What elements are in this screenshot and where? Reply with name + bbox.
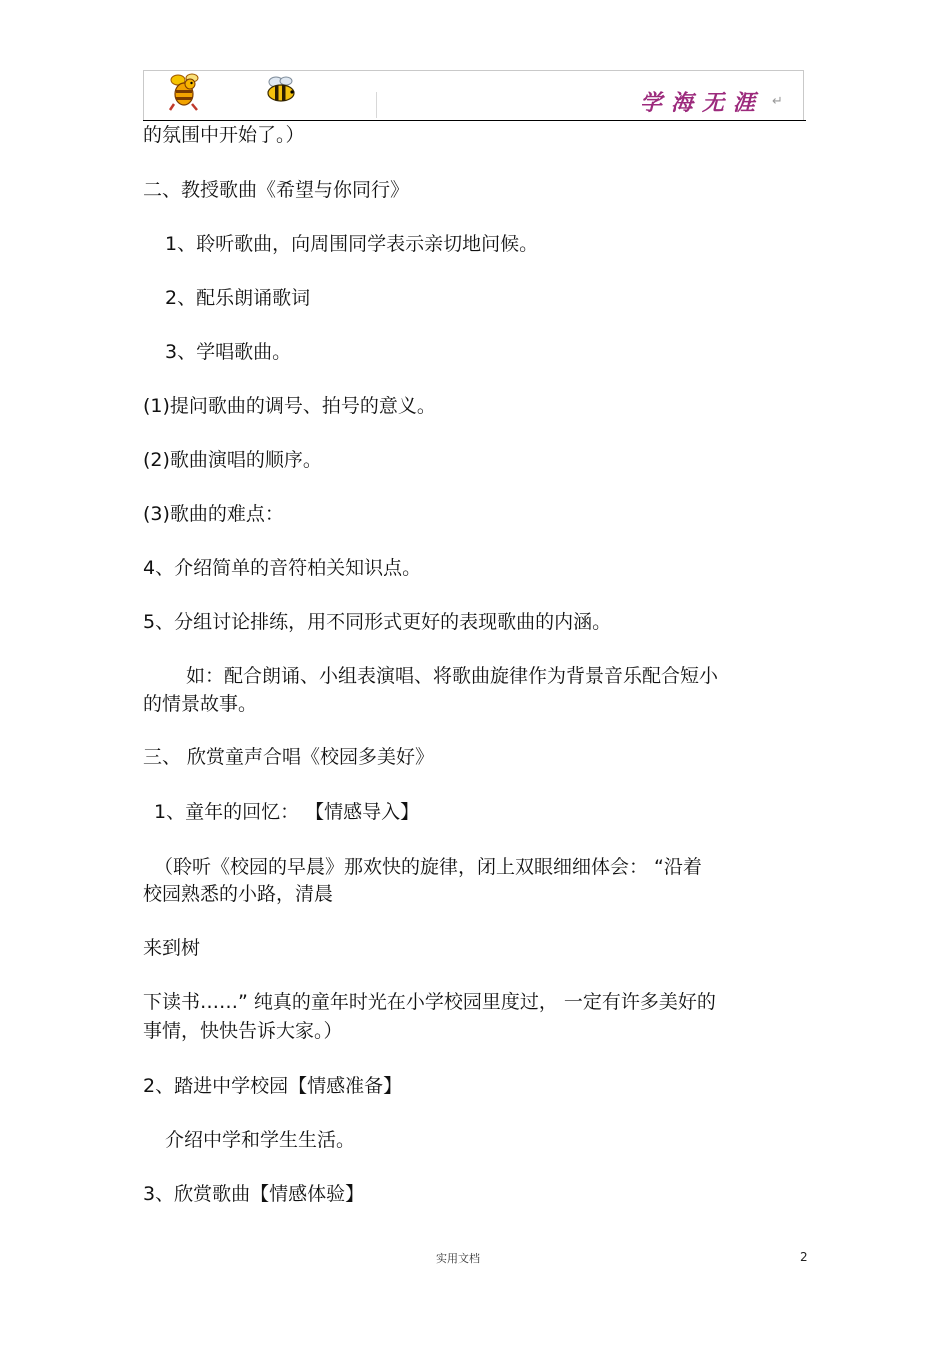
list-item: (3)歌曲的难点： xyxy=(143,503,284,525)
page-number: 2 xyxy=(800,1250,808,1264)
list-item: 1、童年的回忆： 【情感导入】 xyxy=(154,801,420,823)
body-line: 如：配合朗诵、小组表演唱、将歌曲旋律作为背景音乐配合短小 xyxy=(186,665,719,687)
return-mark: ↵ xyxy=(772,94,783,109)
list-item: 3、欣赏歌曲【情感体验】 xyxy=(143,1183,365,1205)
list-item: 5、分组讨论排练，用不同形式更好的表现歌曲的内涵。 xyxy=(143,611,612,633)
body-line: （聆听《校园的早晨》那欢快的旋律，闭上双眼细细体会： “沿着 xyxy=(154,856,702,878)
bee-icon xyxy=(262,74,300,104)
list-item: 2、配乐朗诵歌词 xyxy=(165,287,311,309)
body-line: 的情景故事。 xyxy=(143,693,258,715)
list-item: 1、聆听歌曲，向周围同学表示亲切地问候。 xyxy=(165,233,539,255)
body-line: 事情，快快告诉大家。） xyxy=(143,1020,343,1042)
list-item: 2、踏进中学校园【情感准备】 xyxy=(143,1075,403,1097)
footer-label: 实用文档 xyxy=(436,1252,480,1265)
bee-mascot-icon xyxy=(164,70,206,112)
body-line: 校园熟悉的小路，清晨 xyxy=(143,883,334,905)
header-motto: 学海无涯 xyxy=(640,90,765,116)
section-heading: 二、教授歌曲《希望与你同行》 xyxy=(143,179,410,201)
body-line: 下读书……” 纯真的童年时光在小学校园里度过， 一定有许多美好的 xyxy=(143,991,716,1013)
body-line: 介绍中学和学生生活。 xyxy=(165,1129,356,1151)
header-divider xyxy=(376,92,377,118)
list-item: (1)提问歌曲的调号、拍号的意义。 xyxy=(143,395,436,417)
body-line: 来到树 xyxy=(143,937,201,959)
list-item: 4、介绍简单的音符柏关知识点。 xyxy=(143,557,422,579)
list-item: (2)歌曲演唱的顺序。 xyxy=(143,449,322,471)
body-line: 的氛围中开始了。） xyxy=(143,124,305,146)
list-item: 3、学唱歌曲。 xyxy=(165,341,292,363)
section-heading: 三、 欣赏童声合唱《校园多美好》 xyxy=(143,746,435,768)
